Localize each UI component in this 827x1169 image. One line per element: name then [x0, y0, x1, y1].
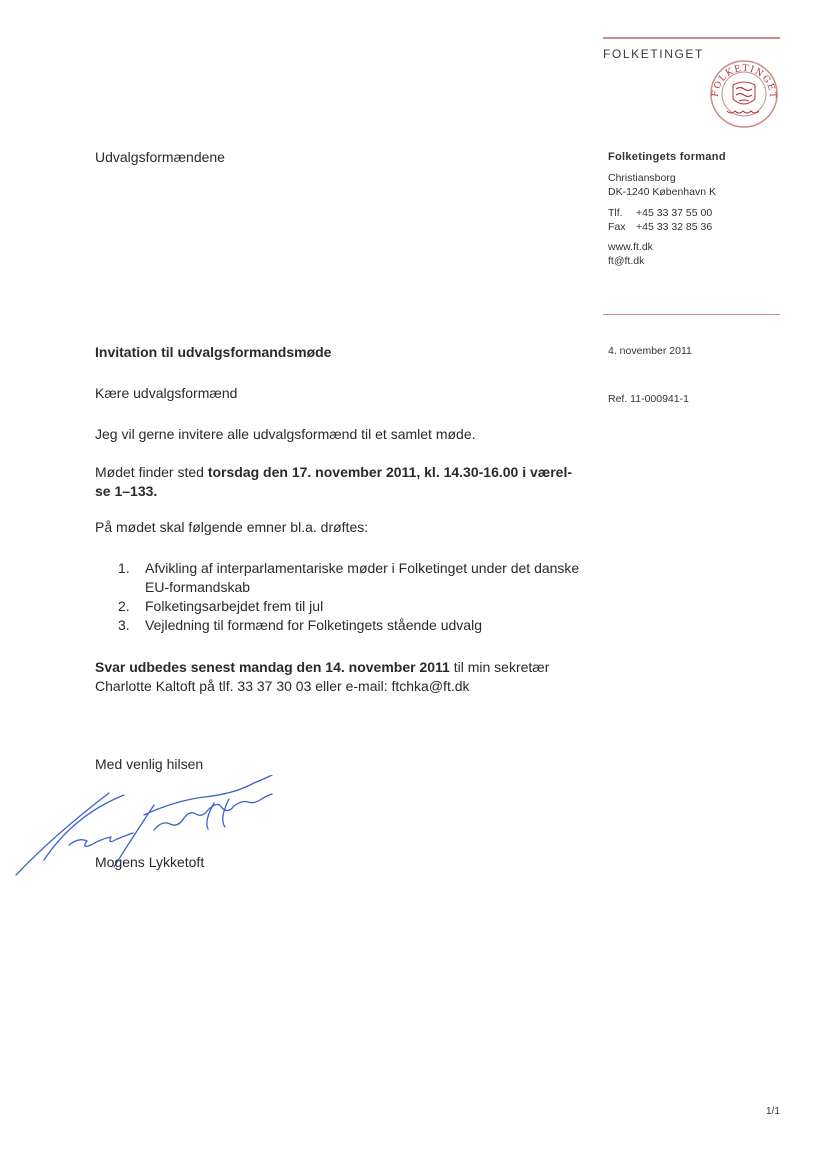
address-line-1: Christiansborg — [608, 172, 676, 184]
sender-title: Folketingets formand — [608, 151, 726, 163]
list-number: 3. — [118, 617, 130, 633]
sender-web — [608, 241, 653, 268]
fax-label: Fax — [608, 220, 626, 233]
rsvp-rest: til min sekretær — [449, 659, 550, 675]
address-line-2: DK-1240 København K — [608, 185, 716, 198]
recipient: Udvalgsformændene — [95, 149, 225, 165]
paragraph-meeting-time — [95, 463, 585, 501]
letter-date: 4. november 2011 — [608, 345, 692, 357]
list-text-line: Afvikling af interparlamentariske møder i Folketinget under det danske — [145, 560, 580, 576]
rsvp-deadline: Svar udbedes senest mandag den 14. november 2011 — [95, 659, 450, 675]
list-number: 1. — [118, 560, 130, 576]
website-link[interactable]: www.ft.dk — [608, 241, 653, 253]
list-text-line: EU-formandskab — [145, 579, 251, 595]
sender-address — [608, 172, 716, 199]
list-text — [145, 559, 579, 597]
sender-contact — [608, 207, 712, 234]
meeting-prefix: Mødet finder sted — [95, 464, 208, 480]
header-rule-bottom — [603, 314, 780, 315]
page-number: 1/1 — [766, 1106, 780, 1117]
phone-row — [608, 207, 712, 221]
fax-number: +45 33 32 85 36 — [636, 220, 713, 233]
meeting-details-line2: se 1–133. — [95, 483, 158, 499]
letter-reference: Ref. 11-000941-1 — [608, 393, 689, 405]
paragraph-rsvp — [95, 658, 615, 696]
list-item — [118, 559, 588, 597]
list-item — [118, 616, 588, 635]
paragraph-agenda-intro: På mødet skal følgende emner bl.a. drøftes: — [95, 519, 369, 535]
closing: Med venlig hilsen — [95, 756, 204, 772]
list-number: 2. — [118, 598, 130, 614]
list-text: Vejledning til formænd for Folketingets stående udvalg — [145, 617, 482, 633]
header-rule-top — [603, 37, 780, 39]
seal-logo — [709, 59, 779, 129]
paragraph-invite: Jeg vil gerne invitere alle udvalgsformænd til et samlet møde. — [95, 426, 476, 442]
phone-label: Tlf. — [608, 207, 623, 219]
email-link[interactable]: ft@ft.dk — [608, 254, 645, 267]
list-item — [118, 597, 588, 616]
letter-subject: Invitation til udvalgsformandsmøde — [95, 344, 332, 360]
fax-row — [608, 221, 712, 235]
meeting-details-line1: torsdag den 17. november 2011, kl. 14.30-16.00 i værel- — [207, 464, 573, 480]
brand-wordmark: FOLKETINGET — [603, 47, 704, 61]
rsvp-contact: Charlotte Kaltoft på tlf. 33 37 30 03 eller e-mail: ftchka@ft.dk — [95, 678, 470, 694]
seal-text: FOLKETINGET — [710, 63, 778, 100]
phone-number: +45 33 37 55 00 — [636, 207, 713, 219]
signer-name: Mogens Lykketoft — [95, 854, 205, 870]
agenda-list — [118, 559, 588, 635]
list-text: Folketingsarbejdet frem til jul — [145, 598, 324, 614]
salutation: Kære udvalgsformænd — [95, 385, 238, 401]
